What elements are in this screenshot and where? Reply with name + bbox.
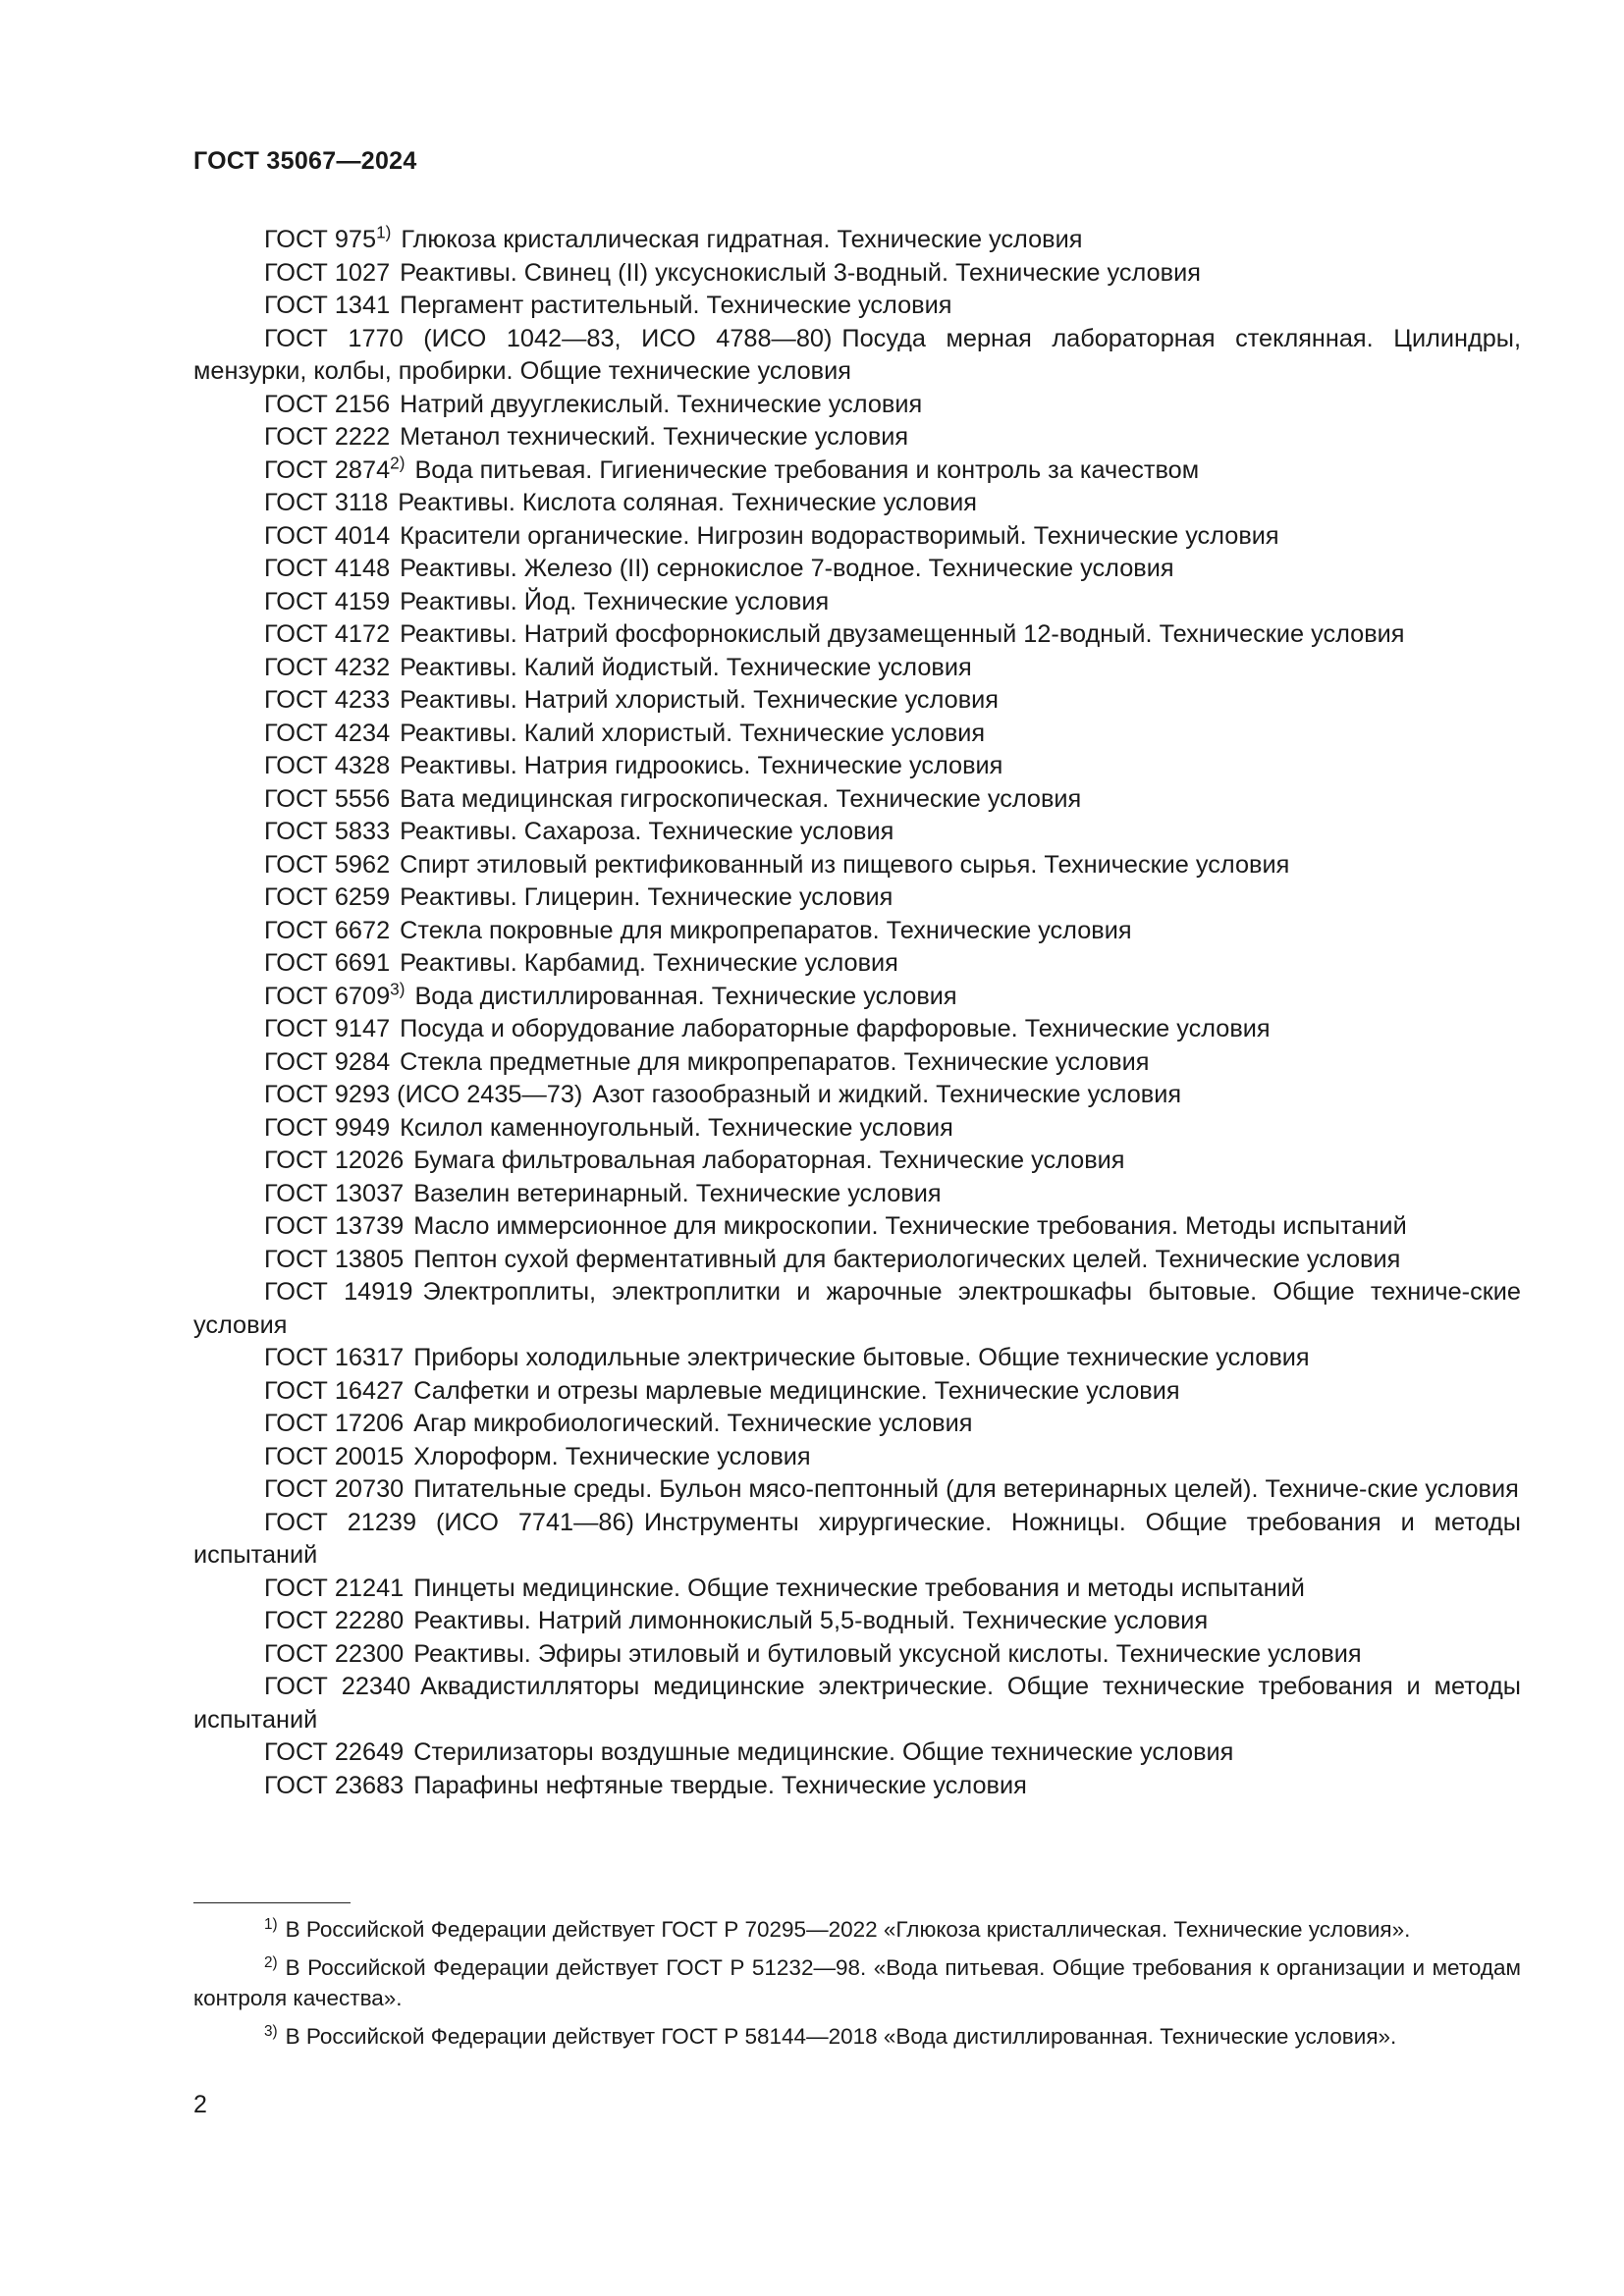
reference-code: ГОСТ 16317 [264,1344,405,1371]
reference-item [193,915,1521,948]
reference-title: Реактивы. Йод. Технические условия [400,587,830,615]
reference-code: ГОСТ 4232 [264,653,391,681]
reference-item [193,421,1521,454]
reference-code: ГОСТ 14919 [264,1278,413,1306]
reference-item [193,257,1521,291]
reference-title: Питательные среды. Бульон мясо-пептонный (для ветеринарных целей). Техниче-ские условия [413,1475,1519,1503]
reference-item [193,881,1521,915]
reference-item [193,1605,1521,1638]
page-number: 2 [193,2091,207,2118]
reference-code: ГОСТ 9949 [264,1113,391,1142]
reference-item [193,389,1521,422]
reference-item [193,652,1521,685]
reference-title: Вазелин ветеринарный. Технические условия [413,1179,942,1207]
reference-code: ГОСТ 23683 [264,1771,405,1799]
reference-item [193,1342,1521,1375]
reference-item [193,618,1521,652]
reference-code: ГОСТ 17206 [264,1410,405,1437]
reference-title: Спирт этиловый ректификованный из пищевого сырья. Технические условия [400,850,1290,879]
reference-item [193,1178,1521,1211]
reference-item [193,1244,1521,1277]
reference-title: Реактивы. Карбамид. Технические условия [400,949,898,977]
reference-title: Азот газообразный и жидкий. Технические условия [592,1081,1182,1108]
reference-title: Посуда и оборудование лабораторные фарфоровые. Технические условия [400,1015,1271,1042]
reference-title: Реактивы. Сахароза. Технические условия [400,818,894,845]
reference-code: ГОСТ 6259 [264,883,391,911]
reference-code: ГОСТ 21241 [264,1574,405,1602]
reference-title: Реактивы. Свинец (II) уксуснокислый 3-водный. Технические условия [400,258,1201,287]
reference-title: Красители органические. Нигрозин водорастворимый. Технические условия [400,521,1279,550]
reference-title: Реактивы. Натрий хлористый. Технические условия [400,686,999,714]
reference-code: ГОСТ 4172 [264,620,391,648]
reference-code: ГОСТ 21239 (ИСО 7741—86) [264,1508,634,1536]
reference-title: Реактивы. Натрий фосфорнокислый двузамещенный 12-водный. Технические условия [400,620,1405,648]
reference-item [193,1671,1521,1736]
reference-title: Реактивы. Эфиры этиловый и бутиловый уксусной кислоты. Технические условия [413,1639,1362,1668]
reference-code: ГОСТ 4159 [264,587,391,615]
reference-item [193,553,1521,586]
reference-code: ГОСТ 6709 [264,982,391,1010]
reference-item [193,224,1521,257]
footnote-item [193,1952,1521,2013]
reference-code: ГОСТ 5556 [264,784,391,813]
reference-code: ГОСТ 13037 [264,1179,405,1207]
reference-title: Бумага фильтровальная лабораторная. Технические условия [413,1147,1125,1174]
footnote-mark: 3) [390,979,406,999]
reference-item [193,1638,1521,1672]
footnotes-list [193,1914,1521,2059]
reference-item [193,718,1521,751]
reference-code: ГОСТ 20730 [264,1475,405,1503]
reference-item [193,1573,1521,1606]
reference-title: Приборы холодильные электрические бытовые. Общие технические условия [413,1344,1310,1371]
reference-item [193,1441,1521,1474]
reference-code: ГОСТ 3118 [264,489,389,516]
reference-title: Натрий двууглекислый. Технические условия [400,390,923,418]
footnote-text: В Российской Федерации действует ГОСТ Р 58144—2018 «Вода дистиллированная. Технические условия». [285,2024,1397,2049]
reference-item [193,1770,1521,1803]
reference-title: Реактивы. Кислота соляная. Технические условия [398,489,977,516]
reference-code: ГОСТ 13805 [264,1245,405,1273]
reference-code: ГОСТ 22649 [264,1738,405,1766]
reference-code: ГОСТ 975 [264,226,377,253]
footnote-item [193,2021,1521,2052]
reference-title: Ксилол каменноугольный. Технические условия [400,1113,953,1142]
reference-item [193,487,1521,520]
reference-title: Парафины нефтяные твердые. Технические условия [413,1771,1027,1799]
reference-title: Салфетки и отрезы марлевые медицинские. Технические условия [413,1376,1180,1405]
reference-item [193,454,1521,488]
reference-title: Реактивы. Глицерин. Технические условия [400,883,893,911]
reference-code: ГОСТ 20015 [264,1442,405,1470]
reference-title: Агар микробиологический. Технические условия [413,1410,973,1437]
reference-code: ГОСТ 9284 [264,1047,391,1076]
reference-title: Стекла покровные для микропрепаратов. Технические условия [400,916,1132,944]
footnote-text: В Российской Федерации действует ГОСТ Р 51232—98. «Вода питьевая. Общие требования к организации и методам контроля качества». [193,1955,1521,2010]
reference-code: ГОСТ 4233 [264,686,391,714]
footnote-mark: 2) [264,1953,278,1971]
footnote-mark: 1) [264,1915,278,1933]
reference-item [193,849,1521,882]
footnote-mark: 1) [376,222,392,242]
reference-title: Вода питьевая. Гигиенические требования и контроль за качеством [414,455,1200,484]
reference-title: Стерилизаторы воздушные медицинские. Общие технические условия [413,1738,1234,1766]
reference-code: ГОСТ 5962 [264,850,391,879]
reference-title: Хлороформ. Технические условия [413,1442,811,1470]
reference-code: ГОСТ 4148 [264,555,391,582]
reference-code: ГОСТ 9293 (ИСО 2435—73) [264,1081,583,1108]
reference-title: Реактивы. Калий йодистый. Технические условия [400,653,972,681]
reference-code: ГОСТ 2222 [264,423,391,451]
reference-title: Пинцеты медицинские. Общие технические требования и методы испытаний [413,1574,1305,1602]
footnote-mark: 3) [264,2022,278,2040]
reference-title: Инструменты хирургические. Ножницы. Общие требования и методы испытаний [193,1508,1521,1569]
reference-title: Пергамент растительный. Технические условия [400,292,952,319]
reference-item [193,290,1521,323]
reference-code: ГОСТ 22340 [264,1673,411,1700]
reference-title: Реактивы. Калий хлористый. Технические условия [400,719,986,747]
reference-item [193,1046,1521,1080]
reference-item [193,684,1521,718]
reference-code: ГОСТ 1341 [264,292,391,319]
reference-code: ГОСТ 9147 [264,1015,391,1042]
reference-item [193,1408,1521,1441]
reference-code: ГОСТ 4234 [264,719,391,747]
reference-title: Аквадистилляторы медицинские электрические. Общие технические требования и методы испытаний [193,1673,1521,1734]
reference-code: ГОСТ 16427 [264,1376,405,1405]
document-header-id: ГОСТ 35067—2024 [193,147,417,175]
reference-code: ГОСТ 6691 [264,949,391,977]
reference-title: Вата медицинская гигроскопическая. Технические условия [400,784,1082,813]
reference-item [193,1736,1521,1770]
reference-item [193,586,1521,619]
reference-item [193,1276,1521,1342]
reference-title: Метанол технический. Технические условия [400,423,909,451]
reference-item [193,1079,1521,1112]
reference-title: Глюкоза кристаллическая гидратная. Технические условия [401,226,1083,253]
reference-title: Реактивы. Железо (II) сернокислое 7-водное. Технические условия [400,555,1174,582]
reference-item [193,1145,1521,1178]
reference-title: Масло иммерсионное для микроскопии. Технические требования. Методы испытаний [413,1212,1407,1240]
reference-item [193,1112,1521,1146]
reference-title: Пептон сухой ферментативный для бактериологических целей. Технические условия [413,1245,1401,1273]
reference-title: Посуда мерная лабораторная стеклянная. Цилиндры, мензурки, колбы, пробирки. Общие технические условия [193,324,1521,385]
footnote-text: В Российской Федерации действует ГОСТ Р 70295—2022 «Глюкоза кристаллическая. Технические условия». [285,1917,1411,1942]
reference-item [193,1473,1521,1507]
reference-code: ГОСТ 1027 [264,258,391,287]
reference-code: ГОСТ 4328 [264,752,391,779]
reference-item [193,1210,1521,1244]
reference-item [193,1507,1521,1573]
reference-title: Вода дистиллированная. Технические условия [414,982,957,1010]
reference-code: ГОСТ 4014 [264,521,391,550]
footnote-mark: 2) [390,453,406,473]
normative-references-list [193,224,1521,1802]
reference-code: ГОСТ 2156 [264,390,391,418]
reference-item [193,783,1521,817]
reference-item [193,323,1521,389]
footnote-item [193,1914,1521,1945]
reference-item [193,520,1521,554]
reference-code: ГОСТ 13739 [264,1212,405,1240]
reference-item [193,750,1521,783]
reference-code: ГОСТ 22300 [264,1639,405,1668]
reference-item [193,1375,1521,1409]
reference-code: ГОСТ 1770 (ИСО 1042—83, ИСО 4788—80) [264,324,833,352]
reference-code: ГОСТ 2874 [264,455,391,484]
reference-title: Реактивы. Натрия гидроокись. Технические условия [400,752,1003,779]
reference-code: ГОСТ 12026 [264,1147,405,1174]
reference-title: Электроплиты, электроплитки и жарочные электрошкафы бытовые. Общие техниче-ские условия [193,1278,1521,1339]
footnote-separator [193,1902,351,1903]
reference-item [193,947,1521,981]
reference-item [193,1013,1521,1046]
reference-code: ГОСТ 6672 [264,916,391,944]
reference-code: ГОСТ 5833 [264,818,391,845]
reference-title: Стекла предметные для микропрепаратов. Технические условия [400,1047,1150,1076]
reference-item [193,816,1521,849]
reference-item [193,981,1521,1014]
reference-code: ГОСТ 22280 [264,1607,405,1634]
reference-title: Реактивы. Натрий лимоннокислый 5,5-водный. Технические условия [413,1607,1209,1634]
